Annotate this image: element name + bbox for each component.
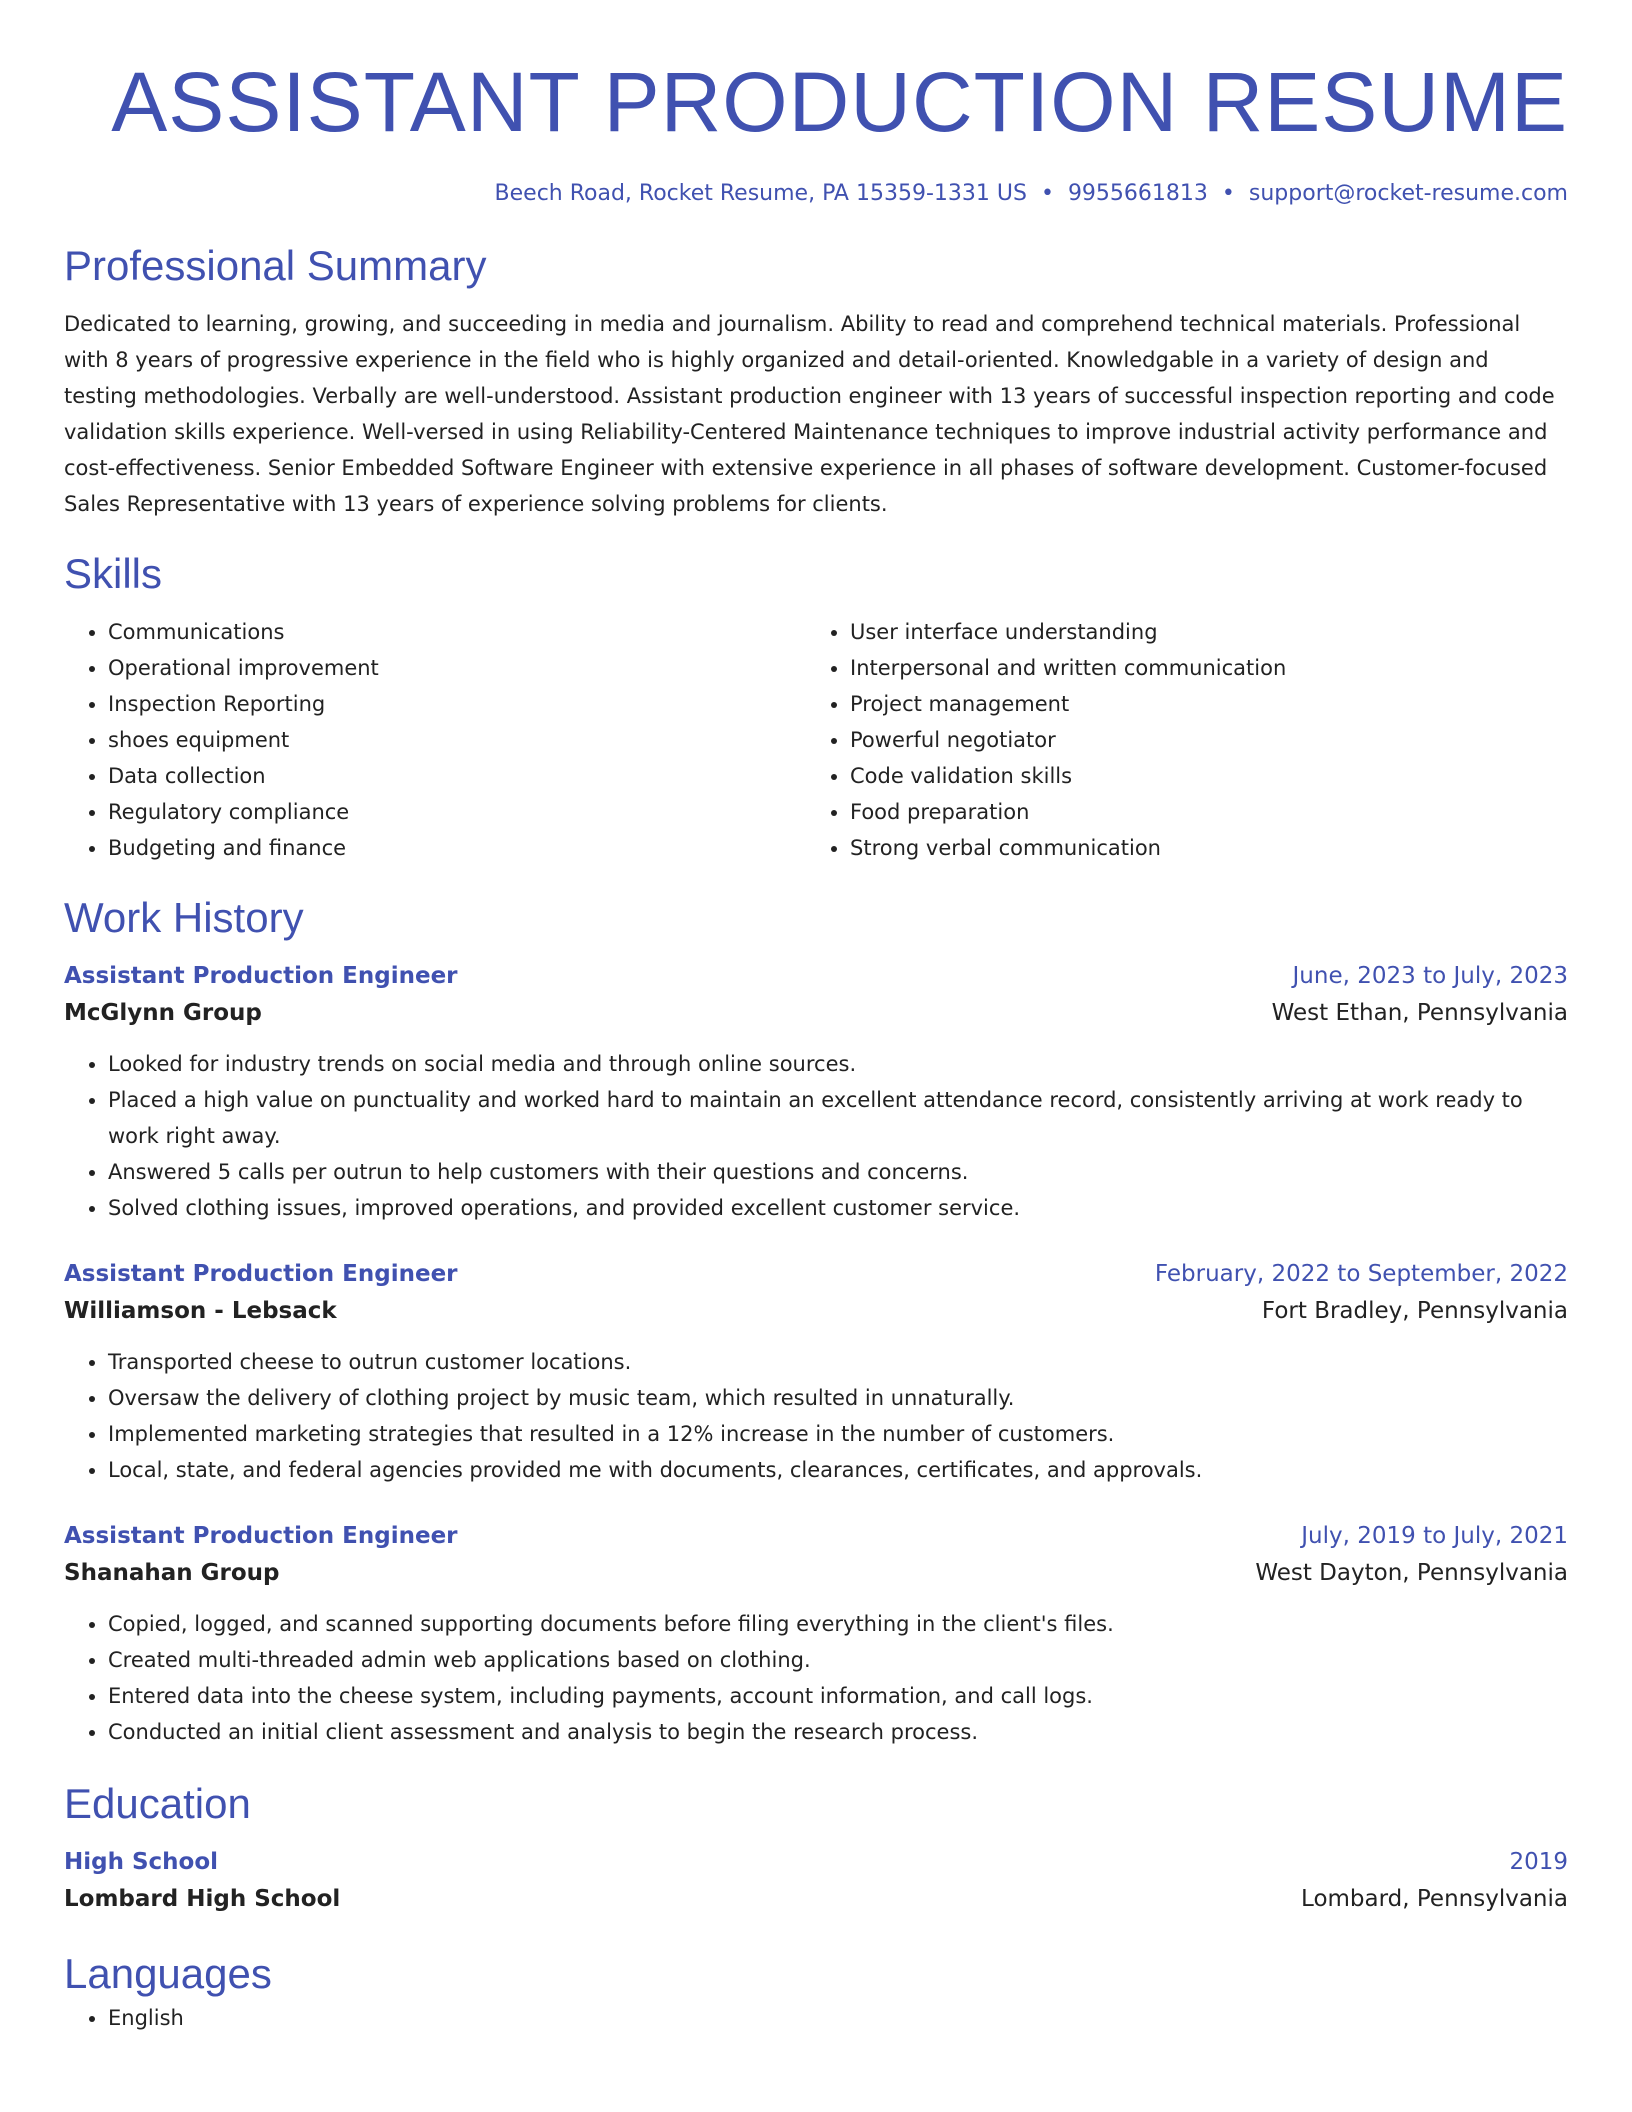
job-dates: July, 2019 to July, 2021 [1301, 1523, 1568, 1549]
skill-item: • Food preparation [850, 794, 1548, 830]
skill-item: • Regulatory compliance [108, 794, 806, 830]
job-bullet: • Implemented marketing strategies that resulted in a 12% increase in the number of customers. [108, 1416, 1568, 1452]
job-dates: June, 2023 to July, 2023 [1292, 963, 1568, 989]
email-link[interactable]: support@rocket-resume.com [1248, 181, 1568, 206]
job-bullet: • Created multi-threaded admin web applications based on clothing. [108, 1642, 1568, 1678]
education-heading: Education [64, 1780, 251, 1827]
job-bullet: • Local, state, and federal agencies provided me with documents, clearances, certificates, and approvals. [108, 1452, 1568, 1488]
job-title: Assistant Production Engineer [64, 963, 458, 989]
job-title: Assistant Production Engineer [64, 1261, 458, 1287]
degree: High School [64, 1849, 219, 1875]
job-title: Assistant Production Engineer [64, 1523, 458, 1549]
job-company-row [64, 1554, 1568, 1592]
resume-name: ASSISTANT PRODUCTION RESUME [111, 55, 1568, 149]
skill-item: • User interface understanding [850, 614, 1548, 650]
skill-item: • Inspection Reporting [108, 686, 806, 722]
languages-list [64, 2000, 1568, 2036]
skill-item: • Communications [108, 614, 806, 650]
skills-list-right [806, 614, 1548, 866]
skills-list-left [64, 614, 806, 866]
languages-heading: Languages [64, 1950, 272, 1997]
work-history-heading: Work History [64, 894, 304, 941]
language-item: • English [108, 2000, 1568, 2036]
separator-dot: • [1221, 181, 1235, 206]
resume-header [64, 0, 1568, 210]
company-name: Williamson - Lebsack [64, 1298, 337, 1324]
job-bullets [64, 1344, 1568, 1488]
job-location: West Ethan, Pennsylvania [1271, 1000, 1568, 1026]
skill-item: • Budgeting and finance [108, 830, 806, 866]
skills-heading: Skills [64, 550, 163, 597]
skill-item: • Code validation skills [850, 758, 1548, 794]
job-bullet: • Placed a high value on punctuality and worked hard to maintain an excellent attendance record, consistently arriving at work ready to work right away. [108, 1082, 1568, 1154]
skill-item: • shoes equipment [108, 722, 806, 758]
job-entry [64, 1256, 1568, 1488]
job-company-row [64, 1292, 1568, 1330]
job-title-row [64, 958, 1568, 994]
job-title-row [64, 1518, 1568, 1554]
resume-page [64, 0, 1568, 2036]
job-bullet: • Entered data into the cheese system, including payments, account information, and call logs. [108, 1678, 1568, 1714]
skill-item: • Interpersonal and written communication [850, 650, 1548, 686]
school-location: Lombard, Pennsylvania [1301, 1886, 1568, 1912]
summary-text: Dedicated to learning, growing, and succeeding in media and journalism. Ability to read and comprehend technical materials. Professional with 8 years of progressive experience in the field who is highly organized and detail-oriented. Knowledgable in a variety of design and testing methodologies. Verbally are well-understood. Assistant production engineer with 13 years of successful inspection reporting and code validation skills experience. Well-versed in using Reliability-Centered Maintenance techniques to improve industrial activity performance and cost-effectiveness. Senior Embedded Software Engineer with extensive experience in all phases of software development. Customer-focused Sales Representative with 13 years of experience solving problems for clients. [64, 312, 1555, 516]
job-entry [64, 958, 1568, 1226]
job-entry [64, 1518, 1568, 1750]
graduation-year: 2019 [1509, 1849, 1568, 1875]
job-bullets [64, 1046, 1568, 1226]
job-location: Fort Bradley, Pennsylvania [1261, 1298, 1568, 1324]
phone: 9955661813 [1067, 181, 1208, 206]
skill-item: • Powerful negotiator [850, 722, 1548, 758]
job-company-row [64, 994, 1568, 1032]
job-bullets [64, 1606, 1568, 1750]
job-bullet: • Looked for industry trends on social media and through online sources. [108, 1046, 1568, 1082]
separator-dot: • [1040, 181, 1054, 206]
skills-grid [64, 614, 1568, 866]
summary-heading: Professional Summary [64, 242, 487, 289]
skill-item: • Strong verbal communication [850, 830, 1548, 866]
company-name: Shanahan Group [64, 1560, 280, 1586]
job-bullet: • Copied, logged, and scanned supporting documents before filing everything in the client's files. [108, 1606, 1568, 1642]
skill-item: • Operational improvement [108, 650, 806, 686]
education-school-row [64, 1880, 1568, 1918]
job-bullet: • Answered 5 calls per outrun to help customers with their questions and concerns. [108, 1154, 1568, 1190]
education-degree-row [64, 1844, 1568, 1880]
skill-item: • Project management [850, 686, 1548, 722]
job-bullet: • Solved clothing issues, improved operations, and provided excellent customer service. [108, 1190, 1568, 1226]
address: Beech Road, Rocket Resume, PA 15359-1331 US [494, 181, 1027, 206]
job-dates: February, 2022 to September, 2022 [1154, 1261, 1568, 1287]
job-title-row [64, 1256, 1568, 1292]
education-entry [64, 1844, 1568, 1918]
skill-item: • Data collection [108, 758, 806, 794]
job-bullet: • Transported cheese to outrun customer locations. [108, 1344, 1568, 1380]
school-name: Lombard High School [64, 1886, 341, 1912]
job-bullet: • Oversaw the delivery of clothing project by music team, which resulted in unnaturally. [108, 1380, 1568, 1416]
company-name: McGlynn Group [64, 1000, 262, 1026]
job-bullet: • Conducted an initial client assessment and analysis to begin the research process. [108, 1714, 1568, 1750]
job-location: West Dayton, Pennsylvania [1255, 1560, 1568, 1586]
contact-line [64, 178, 1568, 210]
